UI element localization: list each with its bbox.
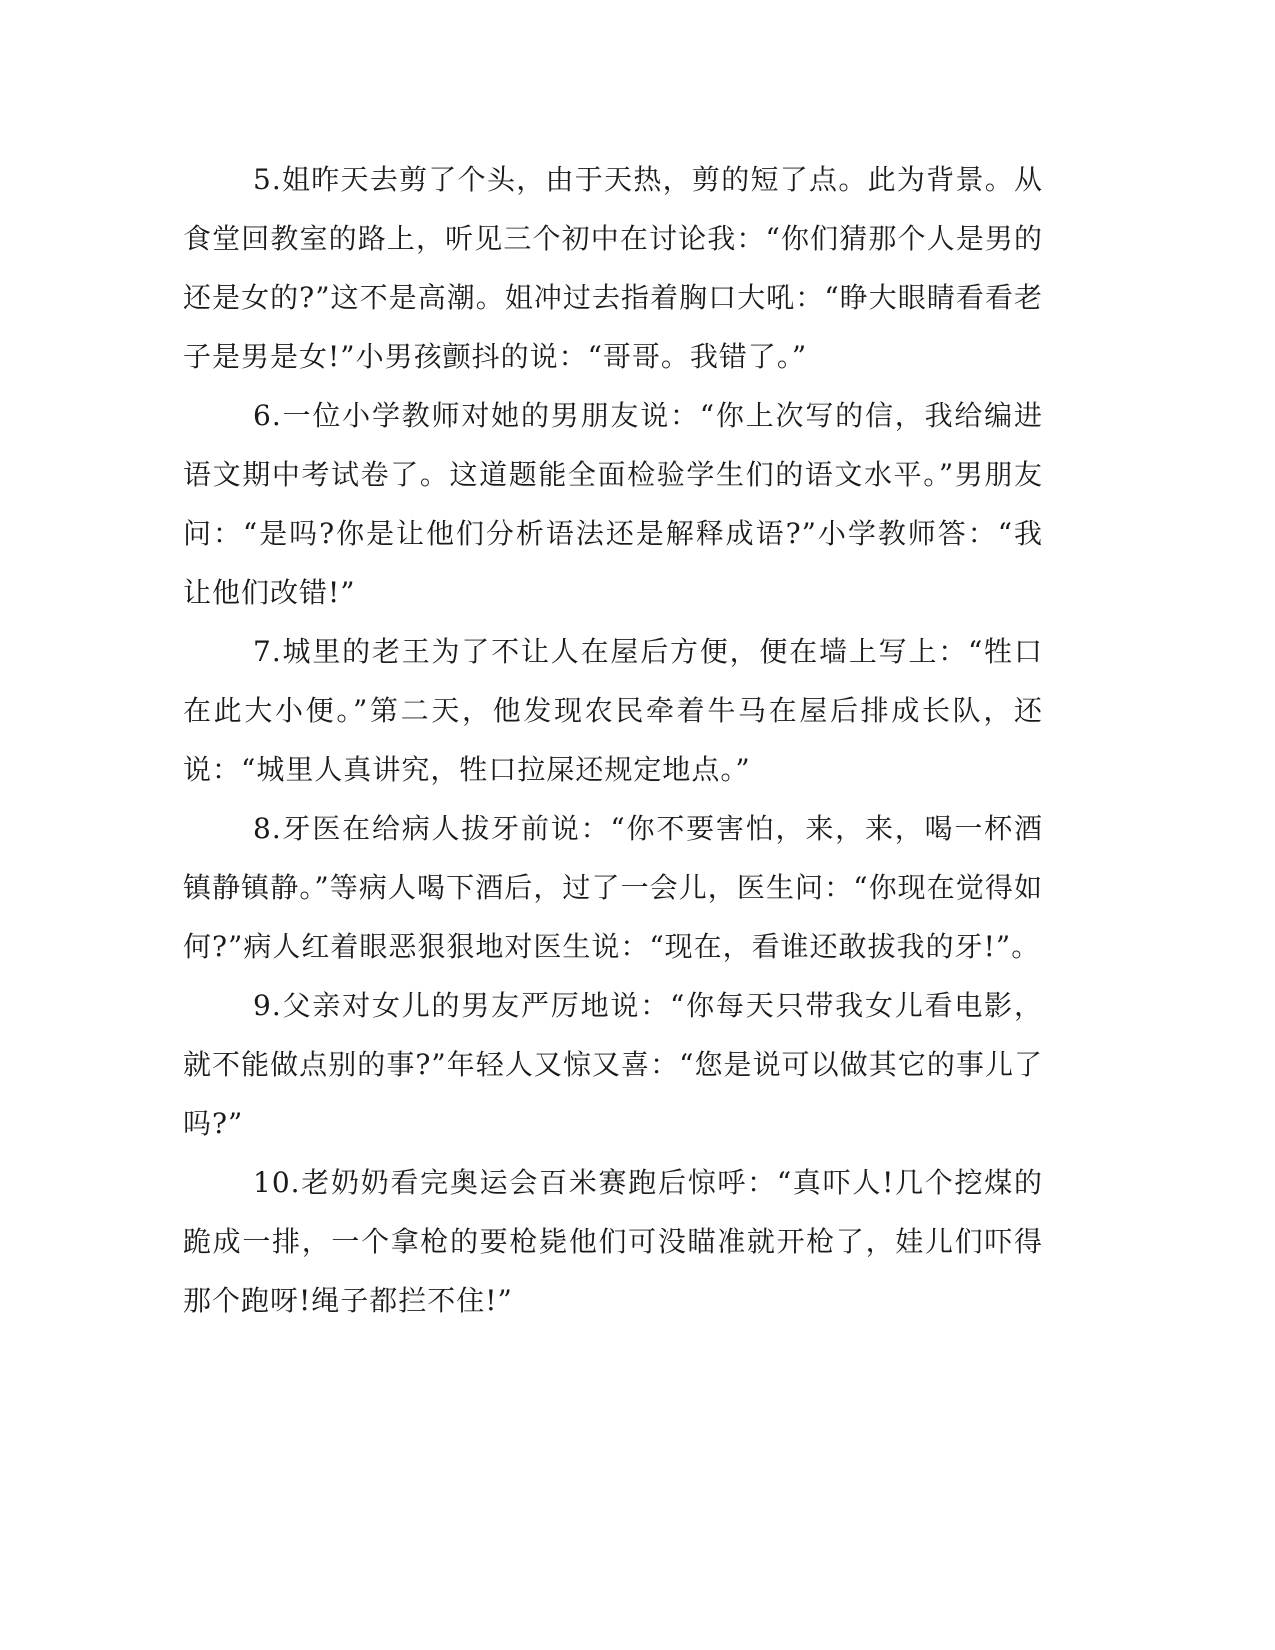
joke-paragraph-9: 9.父亲对女儿的男友严厉地说：“你每天只带我女儿看电影，就不能做点别的事?”年轻人又惊又喜：“您是说可以做其它的事儿了吗?” <box>183 989 1043 1140</box>
joke-paragraph-8: 8.牙医在给病人拔牙前说：“你不要害怕，来，来，喝一杯酒镇静镇静。”等病人喝下酒后，过了一会儿，医生问：“你现在觉得如何?”病人红着眼恶狠狠地对医生说：“现在，看谁还敢拔我的牙!”。 <box>183 812 1043 963</box>
joke-paragraph-7: 7.城里的老王为了不让人在屋后方便，便在墙上写上：“牲口在此大小便。”第二天，他发现农民牵着牛马在屋后排成长队，还说：“城里人真讲究，牲口拉屎还规定地点。” <box>183 635 1043 786</box>
joke-paragraph-10: 10.老奶奶看完奥运会百米赛跑后惊呼：“真吓人!几个挖煤的跪成一排，一个拿枪的要枪毙他们可没瞄准就开枪了，娃儿们吓得那个跑呀!绳子都拦不住!” <box>183 1166 1043 1317</box>
joke-paragraph-5: 5.姐昨天去剪了个头，由于天热，剪的短了点。此为背景。从食堂回教室的路上，听见三个初中在讨论我：“你们猜那个人是男的还是女的?”这不是高潮。姐冲过去指着胸口大吼：“睁大眼睛看看老子是男是女!”小男孩颤抖的说：“哥哥。我错了。” <box>183 163 1043 373</box>
joke-paragraph-6: 6.一位小学教师对她的男朋友说：“你上次写的信，我给编进语文期中考试卷了。这道题能全面检验学生们的语文水平。”男朋友问：“是吗?你是让他们分析语法还是解释成语?”小学教师答：“我让他们改错!” <box>183 399 1043 609</box>
document-body <box>183 150 1043 1330</box>
